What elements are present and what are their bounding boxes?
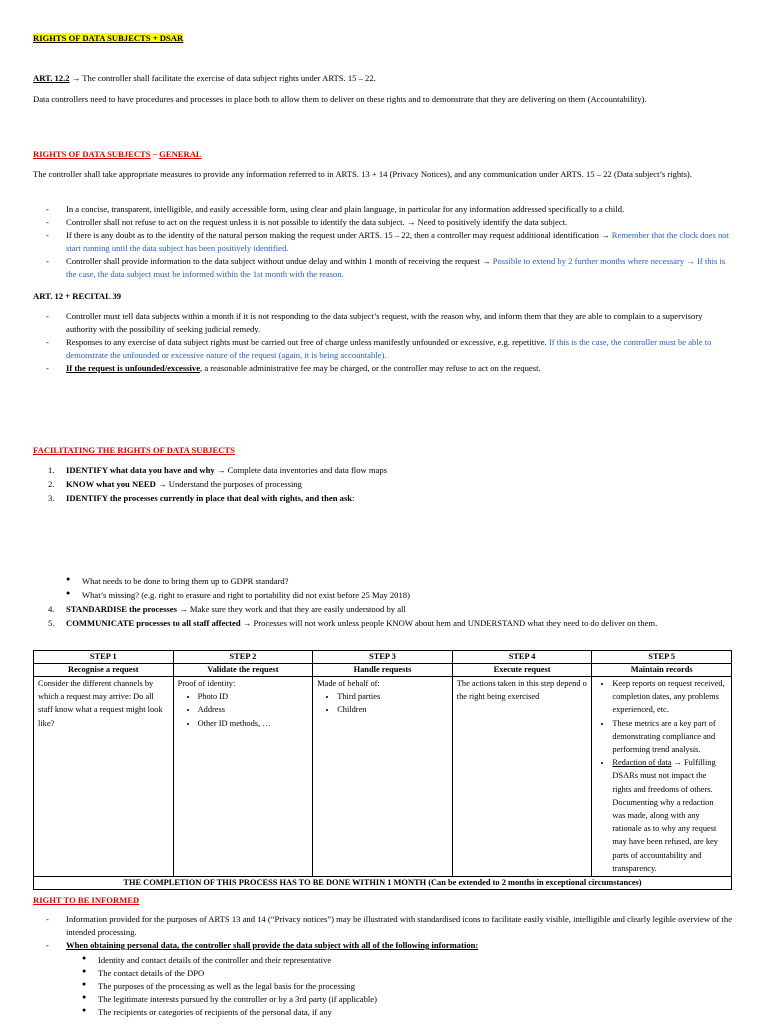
- process-step-4-rest: → Make sure they work and that they are easily understood by all: [176, 604, 406, 614]
- informed-bullet-1: Identity and contact details of the controller and their representative: [98, 955, 332, 965]
- arrow-icon: →: [71, 73, 81, 83]
- facilitating-heading: [33, 444, 235, 456]
- general-heading-part1: RIGHTS OF DATA SUBJECTS: [33, 149, 151, 159]
- bullet-dot: ●: [82, 1006, 87, 1014]
- dash-bullet: -: [46, 217, 49, 227]
- list-item: [612, 756, 727, 875]
- ask-bullet-2: What’s missing? (e.g. right to erasure and right to portability did not exist before 25 May 2018): [82, 590, 410, 600]
- art-12-2-text: The controller shall facilitate the exercise of data subject rights under ARTS. 15 – 22.: [82, 73, 376, 83]
- art12-item-3-bold: If the request is unfounded/excessive: [66, 363, 201, 373]
- step-3-cell: [313, 677, 453, 877]
- informed-item-2: When obtaining personal data, the controller shall provide the data subject with all of the following information:: [66, 940, 479, 950]
- step-3-intro: Made of behalf of:: [317, 679, 380, 688]
- general-item-3: [66, 229, 734, 255]
- page-title: [33, 32, 183, 44]
- step-4-cell: The actions taken in this step depend o the right being exercised: [452, 677, 592, 877]
- process-step-3-rest: :: [352, 493, 355, 503]
- intro-paragraph: Data controllers need to have procedures and processes in place both to allow them to deliver on these rights and to demonstrate that they are delivering on them (Accountability).: [33, 94, 647, 104]
- art-12-recital-heading: ART. 12 + RECITAL 39: [33, 291, 122, 301]
- list-item: • Address: [198, 703, 309, 716]
- process-step-2-bold: KNOW what you NEED: [66, 479, 156, 489]
- art-12-2-ref: ART. 12.2: [33, 73, 70, 83]
- step-1-cell: Consider the different channels by which a request may arrive: Do all staff know what a request might look like?: [34, 677, 174, 877]
- bullet-dot: ●: [82, 993, 87, 1001]
- bullet-dot: ●: [82, 954, 87, 962]
- dsar-steps-table: [33, 650, 732, 890]
- step-2-intro: Proof of identity:: [177, 679, 236, 688]
- step-5-cell: [592, 677, 732, 877]
- process-step-5: [66, 617, 734, 630]
- art12-item-2-highlight: If this is the case, the controller must be able to demonstrate the unfounded or excessive nature of the request (again, it is being accountable).: [66, 337, 712, 360]
- redaction-label: Redaction of data: [612, 758, 672, 768]
- table-name-row: [34, 664, 732, 677]
- table-row: [34, 677, 732, 877]
- informed-bullet-3: The purposes of the processing as well as the legal basis for the processing: [98, 981, 356, 991]
- informed-heading-text: RIGHT TO BE INFORMED: [33, 895, 140, 905]
- bullet-dot: ●: [66, 575, 71, 583]
- step-4-header: STEP 4: [452, 651, 592, 664]
- informed-bullet-5: The recipients or categories of recipients of the personal data, if any: [98, 1007, 332, 1017]
- step-4-name: Execute request: [452, 664, 592, 677]
- list-item: • Other ID methods, …: [198, 717, 309, 730]
- general-item-4-highlight: Possible to extend by 2 further months where necessary → If this is the case, the data subject must be informed within the 1st month with the reason.: [66, 256, 726, 279]
- bullet-dot: ●: [66, 589, 71, 597]
- general-item-1: In a concise, transparent, intelligible, and easily accessible form, using clear and plain language, in particular for any information addressed specifically to a child.: [66, 204, 625, 214]
- dash-bullet: -: [46, 914, 49, 924]
- art12-item-2-text: Responses to any exercise of data subject rights must be carried out free of charge unless manifestly unfounded or excessive, e.g. repetitive.: [66, 337, 547, 347]
- dash-bullet: -: [46, 230, 49, 240]
- step-5-header: STEP 5: [592, 651, 732, 664]
- step-number: 4.: [48, 604, 55, 614]
- table-header-row: [34, 651, 732, 664]
- process-step-1-bold: IDENTIFY what data you have and why: [66, 465, 215, 475]
- list-item: • Photo ID: [198, 690, 309, 703]
- informed-bullet-2: The contact details of the DPO: [98, 968, 205, 978]
- informed-item-1: Information provided for the purposes of ARTS 13 and 14 (“Privacy notices”) may be illustrated with standardised icons to facilitate easily visible, intelligible and clearly legible overview of the intended processing.: [66, 914, 733, 937]
- footer-bold: THE COMPLETION OF THIS PROCESS HAS TO BE DONE WITHIN 1 MONTH: [123, 878, 427, 887]
- process-step-3: [66, 492, 734, 505]
- general-item-3-highlight: Remember that the clock does not start running until the data subject has been positively identified.: [66, 230, 729, 253]
- bullet-dot: ●: [82, 967, 87, 975]
- table-footer-row: [34, 877, 732, 890]
- general-item-4: [66, 255, 734, 281]
- art12-item-1: Controller must tell data subjects within a month if it is not responding to the data subject’s request, with the reason why, and inform them that they are able to complain to a supervisory authority with the possibility of seeking judicial remedy.: [66, 311, 703, 334]
- general-item-3-text: If there is any doubt as to the identity of the natural person making the request under ARTS. 15 – 22, then a controller may request additional identification →: [66, 230, 610, 240]
- process-step-5-rest: → Processes will not work unless people KNOW about hem and UNDERSTAND what they need to do deliver on them.: [240, 618, 658, 628]
- general-heading: [33, 148, 202, 160]
- process-step-4: [66, 603, 734, 616]
- footer-rest: (Can be extended to 2 months in exceptional circumstances): [426, 878, 642, 887]
- step-2-list: [178, 690, 309, 730]
- dash-bullet: -: [46, 204, 49, 214]
- process-step-1: [66, 464, 734, 477]
- art12-item-2: [66, 336, 734, 362]
- step-number: 2.: [48, 479, 55, 489]
- step-5-list: [596, 677, 727, 875]
- step-5-name: Maintain records: [592, 664, 732, 677]
- informed-heading: [33, 894, 139, 906]
- general-item-4-text: Controller shall provide information to the data subject without undue delay and within 1 month of receiving the request →: [66, 256, 491, 266]
- step-2-header: STEP 2: [173, 651, 313, 664]
- dash-bullet: -: [46, 363, 49, 373]
- process-step-2-rest: → Understand the purposes of processing: [155, 479, 302, 489]
- facilitating-heading-text: FACILITATING THE RIGHTS OF DATA SUBJECTS: [33, 445, 235, 455]
- list-item: • Third parties: [337, 690, 448, 703]
- list-item: • Keep reports on request received, completion dates, any problems experienced, etc.: [612, 677, 727, 717]
- step-number: 1.: [48, 465, 55, 475]
- step-2-name: Validate the request: [173, 664, 313, 677]
- process-step-3-bold: IDENTIFY the processes currently in place that deal with rights, and then ask: [66, 493, 353, 503]
- dash-bullet: -: [46, 311, 49, 321]
- step-number: 3.: [48, 493, 55, 503]
- art12-item-3: [66, 362, 734, 375]
- step-3-list: [317, 690, 448, 716]
- title-text: RIGHTS OF DATA SUBJECTS + DSAR: [33, 33, 184, 43]
- process-step-4-bold: STANDARDISE the processes: [66, 604, 177, 614]
- list-item: • These metrics are a key part of demonstrating compliance and performing trend analysis.: [612, 717, 727, 757]
- dash-bullet: -: [46, 256, 49, 266]
- step-1-name: Recognise a request: [34, 664, 174, 677]
- general-item-2: Controller shall not refuse to act on the request unless it is not possible to identify the data subject. → Need to positively identify the data subject.: [66, 217, 568, 227]
- step-1-header: STEP 1: [34, 651, 174, 664]
- general-paragraph: The controller shall take appropriate measures to provide any information referred to in ARTS. 13 + 14 (Privacy Notices), and any communication under ARTS. 15 – 22 (Data subject’s rights).: [33, 169, 692, 179]
- step-3-header: STEP 3: [313, 651, 453, 664]
- list-item: • Children: [337, 703, 448, 716]
- step-2-cell: [173, 677, 313, 877]
- bullet-dot: ●: [82, 980, 87, 988]
- art12-item-3-rest: , a reasonable administrative fee may be charged, or the controller may refuse to act on the request.: [200, 363, 541, 373]
- ask-bullet-1: What needs to be done to bring them up to GDPR standard?: [82, 576, 289, 586]
- step-number: 5.: [48, 618, 55, 628]
- process-step-2: [66, 478, 734, 491]
- step-3-name: Handle requests: [313, 664, 453, 677]
- general-heading-part2: GENERAL: [159, 149, 202, 159]
- process-step-5-bold: COMMUNICATE processes to all staff affected: [66, 618, 241, 628]
- art-12-2-line: [33, 72, 733, 84]
- table-footer: [34, 877, 732, 890]
- dash-bullet: -: [46, 940, 49, 950]
- redaction-text: → Fulfilling DSARs must not impact the rights and freedoms of others. Documenting why a redaction was made, along with any rationale as to why any request may have been refused, are key parts of accountability and transparency.: [612, 758, 718, 873]
- dash-bullet: -: [46, 337, 49, 347]
- informed-bullet-4: The legitimate interests pursued by the controller or by a 3rd party (if applicable): [98, 994, 377, 1004]
- general-heading-sep: –: [150, 149, 160, 159]
- process-step-1-rest: → Complete data inventories and data flow maps: [214, 465, 387, 475]
